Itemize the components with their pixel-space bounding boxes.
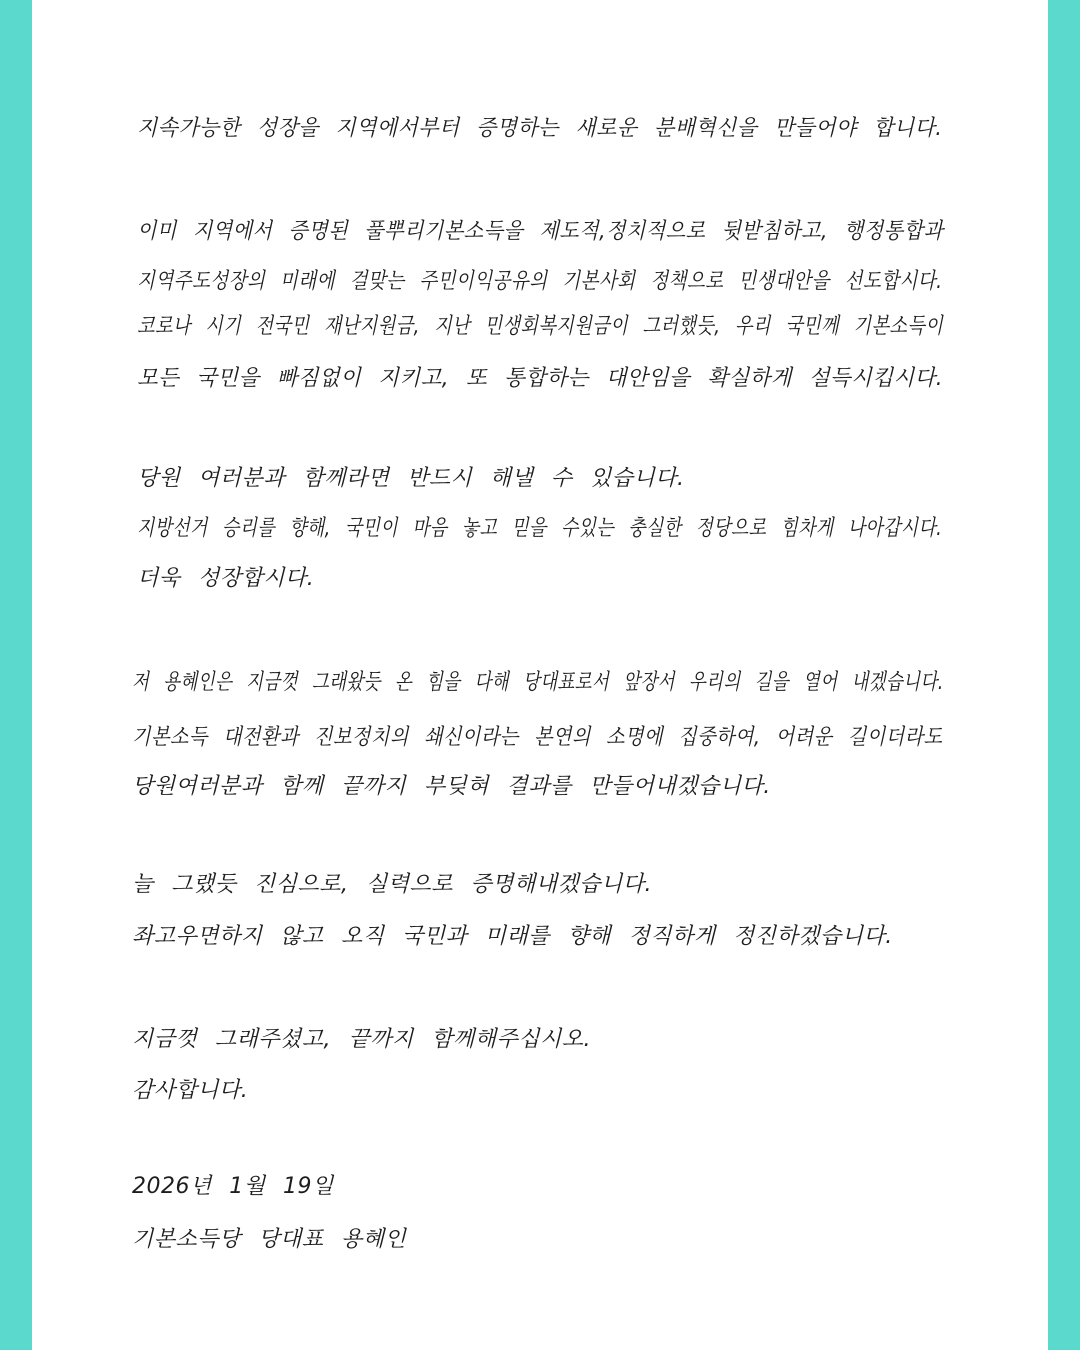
letter-line-3: 지역주도성장의 미래에 걸맞는 주민이익공유의 기본사회 정책으로 민생대안을 선도합시다. (137, 269, 943, 294)
letter-line-15: 감사합니다. (132, 1078, 249, 1103)
letter-line-2: 이미 지역에서 증명된 풀뿌리기본소득을 제도적,정치적으로 뒷받침하고, 행정통합과 (137, 219, 944, 244)
letter-line-8: 더욱 성장합시다. (137, 566, 315, 591)
letter-paper (32, 0, 1048, 1350)
letter-line-11: 당원여러분과 함께 끝까지 부딪혀 결과를 만들어내겠습니다. (132, 774, 771, 799)
letter-line-6: 당원 여러분과 함께라면 반드시 해낼 수 있습니다. (137, 466, 685, 491)
letter-line-14: 지금껏 그래주셨고, 끝까지 함께해주십시오. (132, 1027, 592, 1052)
letter-line-4: 코로나 시기 전국민 재난지원금, 지난 민생회복지원금이 그러했듯, 우리 국민께 기본소득이 (137, 314, 944, 339)
letter-line-10: 기본소득 대전환과 진보정치의 쇄신이라는 본연의 소명에 집중하여, 어려운 길이더라도 (132, 725, 943, 750)
letter-line-12: 늘 그랬듯 진심으로, 실력으로 증명해내겠습니다. (132, 872, 653, 897)
letter-date: 2026년 1월 19일 (132, 1174, 334, 1199)
letter-line-9: 저 용혜인은 지금껏 그래왔듯 온 힘을 다해 당대표로서 앞장서 우리의 길을 열어 내겠습니다. (132, 670, 944, 695)
letter-line-7: 지방선거 승리를 향해, 국민이 마음 놓고 믿을 수있는 충실한 정당으로 힘차게 나아갑시다. (137, 516, 943, 541)
letter-signature: 기본소득당 당대표 용혜인 (132, 1227, 407, 1252)
letter-line-13: 좌고우면하지 않고 오직 국민과 미래를 향해 정직하게 정진하겠습니다. (132, 924, 893, 949)
letter-line-1: 지속가능한 성장을 지역에서부터 증명하는 새로운 분배혁신을 만들어야 합니다. (137, 116, 943, 141)
letter-line-5: 모든 국민을 빠짐없이 지키고, 또 통합하는 대안임을 확실하게 설득시킵시다. (137, 366, 944, 391)
